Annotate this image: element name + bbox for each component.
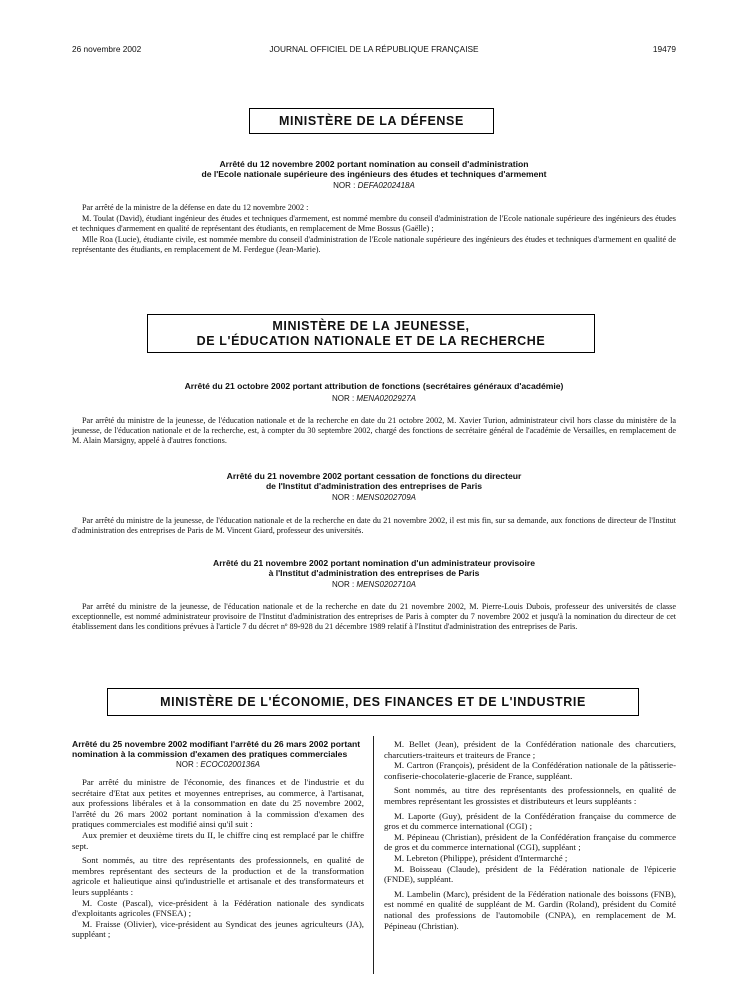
nor-reference: [72, 181, 676, 191]
section-heading-text: MINISTÈRE DE L'ÉCONOMIE, DES FINANCES ET DE L'INDUSTRIE: [160, 695, 586, 709]
arrete-body-jeunesse-1: [72, 416, 676, 447]
paragraph: Par arrêté du ministre de l'économie, des finances et de l'industrie et du secrétaire d'Etat aux petites et moyennes entreprises, au commerce, à l'artisanat, aux professions libérales et à la consommation en date du 25 novembre 2002, l'arrêté du 26 mars 2002 portant nomination à la commission d'examen des pratiques commerciales est modifié ainsi qu'il suit :: [72, 777, 364, 830]
paragraph: M. Laporte (Guy), président de la Confédération française du commerce de gros et du commerce international (CGI) ;: [384, 810, 676, 832]
arrete-title-jeunesse-3: [72, 558, 676, 578]
paragraph: M. Boisseau (Claude), président de la Fédération nationale de l'épicerie (FNDE), suppléant.: [384, 863, 676, 885]
nor-label: NOR :: [331, 493, 357, 502]
paragraph: Par arrêté de la ministre de la défense en date du 12 novembre 2002 :: [82, 203, 309, 212]
nor-label: NOR :: [331, 394, 357, 403]
header-date: 26 novembre 2002: [72, 44, 142, 54]
section-heading-jeunesse: [147, 314, 595, 353]
arrete-title-line: de l'Institut d'administration des entreprises de Paris: [265, 481, 483, 491]
column-divider: [373, 736, 374, 974]
nor-label: NOR :: [333, 181, 358, 190]
paragraph: Par arrêté du ministre de la jeunesse, de l'éducation nationale et de la recherche en date du 21 novembre 2002, M. Pierre-Louis Dubois, professeur des universités de classe exceptionnelle, est nommé administrateur provisoire de l'Institut d'administration des entreprises de Paris à compter du 7 novembre 2002 et jusqu'à la nomination du directeur de cet établissement dans les conditions prévues à l'article 7 du décret nº 89-928 du 21 décembre 1989 relatif à l'Institut d'administration des entreprises de Paris.: [72, 602, 676, 632]
arrete-title-economie: Arrêté du 25 novembre 2002 modifiant l'arrêté du 26 mars 2002 portant nomination à la commission d'examen des pratiques commerciales: [72, 739, 361, 759]
arrete-title-line: Arrêté du 12 novembre 2002 portant nomination au conseil d'administration: [219, 159, 529, 169]
arrete-title-jeunesse-1: [72, 381, 676, 391]
paragraph: M. Lebreton (Philippe), président d'Intermarché ;: [394, 852, 568, 863]
nor-reference: [72, 580, 676, 590]
nor-code: MENS0202709A: [356, 493, 417, 502]
nor-label: NOR :: [331, 580, 357, 589]
arrete-title-jeunesse-2: [72, 471, 676, 491]
arrete-body-jeunesse-2: [72, 516, 676, 537]
nor-reference: [72, 394, 676, 404]
nor-reference: [72, 760, 364, 770]
nor-label: NOR :: [175, 760, 201, 769]
section-heading-text: MINISTÈRE DE LA JEUNESSE,: [272, 319, 470, 333]
column-left: [72, 739, 364, 940]
column-right: [384, 739, 676, 931]
nor-code: DEFA0202418A: [357, 181, 415, 190]
arrete-title-line: à l'Institut d'administration des entreprises de Paris: [268, 568, 480, 578]
paragraph: M. Pépineau (Christian), président de la Confédération française du commerce de gros et du commerce international (CGI), suppléant ;: [384, 831, 676, 853]
section-heading-economie: [107, 688, 639, 716]
section-heading-text: DE L'ÉDUCATION NATIONALE ET DE LA RECHERCHE: [196, 334, 546, 348]
arrete-title-line: de l'Ecole nationale supérieure des ingénieurs des études et techniques d'armement: [201, 169, 547, 179]
paragraph: M. Toulat (David), étudiant ingénieur des études et techniques d'armement, est nommé membre du conseil d'administration de l'Ecole nationale supérieure des ingénieurs des études et techniques d'armement en qualité de représentant des étudiants, en remplacement de Mme Bossus (Gaëlle) ;: [72, 213, 676, 233]
paragraph: M. Fraisse (Olivier), vice-président au Syndicat des jeunes agriculteurs (JA), suppléant ;: [72, 918, 364, 940]
header-page-number: 19479: [652, 44, 676, 54]
paragraph: Aux premier et deuxième tirets du II, le chiffre cinq est remplacé par le chiffre sept.: [72, 829, 364, 851]
arrete-title-line: Arrêté du 21 novembre 2002 portant cessation de fonctions du directeur: [226, 471, 522, 481]
header-journal-title: JOURNAL OFFICIEL DE LA RÉPUBLIQUE FRANÇAISE: [269, 44, 479, 54]
paragraph: Par arrêté du ministre de la jeunesse, de l'éducation nationale et de la recherche en date du 21 octobre 2002, M. Xavier Turion, administrateur civil hors classe du ministère de la jeunesse, de l'éducation nationale et de la recherche, est, à compter du 30 septembre 2002, chargé des fonctions de secrétaire général de l'académie de Versailles, en remplacement de M. Alain Marsigny, appelé à d'autres fonctions.: [72, 416, 676, 446]
arrete-body-defense: [72, 203, 676, 256]
paragraph: Sont nommés, au titre des représentants des professionnels, en qualité de membres représentant les grossistes et distributeurs et leurs suppléants :: [384, 785, 676, 806]
running-header: [72, 44, 676, 56]
nor-code: MENA0202927A: [356, 394, 417, 403]
paragraph: M. Bellet (Jean), président de la Confédération nationale des charcutiers, charcutiers-traiteurs et traiteurs de France ;: [384, 739, 676, 760]
nor-reference: [72, 493, 676, 503]
paragraph: Par arrêté du ministre de la jeunesse, de l'éducation nationale et de la recherche en date du 21 novembre 2002, il est mis fin, sur sa demande, aux fonctions de directeur de l'Institut d'administration des entreprises de Paris de M. Vincent Giard, professeur des universités.: [72, 516, 676, 536]
nor-code: ECOC0200136A: [200, 760, 261, 769]
paragraph: Sont nommés, au titre des représentants des professionnels, en qualité de membres représentant des secteurs de la production et de la transformation agricole et halieutique ainsi qu'industrielle et artisanale et des transformateurs et leurs suppléants :: [72, 855, 364, 897]
paragraph: Mlle Roa (Lucie), étudiante civile, est nommée membre du conseil d'administration de l'Ecole nationale supérieure des ingénieurs des études et techniques d'armement en qualité de représentante des étudiants, en remplacement de M. Ferdegue (Jean-Marie).: [72, 234, 676, 254]
arrete-title-line: Arrêté du 21 novembre 2002 portant nomination d'un administrateur provisoire: [213, 558, 535, 568]
section-heading-text: MINISTÈRE DE LA DÉFENSE: [279, 114, 464, 128]
paragraph: M. Cartron (François), président de la Confédération nationale de la pâtisserie-confiserie-chocolaterie-glacerie de France, suppléant.: [384, 760, 676, 781]
paragraph: M. Lambelin (Marc), président de la Fédération nationale des boissons (FNB), est nommé en qualité de suppléant de M. Gardin (Roland), président du Comité national des professions de l'automobile (CNPA), en remplacement de M. Pépineau (Christian).: [384, 888, 676, 931]
arrete-title-defense: [72, 159, 676, 179]
arrete-body-jeunesse-3: [72, 602, 676, 633]
paragraph: M. Coste (Pascal), vice-président à la Fédération nationale des syndicats d'exploitants agricoles (FNSEA) ;: [72, 897, 364, 919]
nor-code: MENS0202710A: [356, 580, 417, 589]
section-heading-defense: [249, 108, 494, 134]
arrete-title-line: Arrêté du 21 octobre 2002 portant attribution de fonctions (secrétaires généraux d'académie): [184, 381, 564, 391]
